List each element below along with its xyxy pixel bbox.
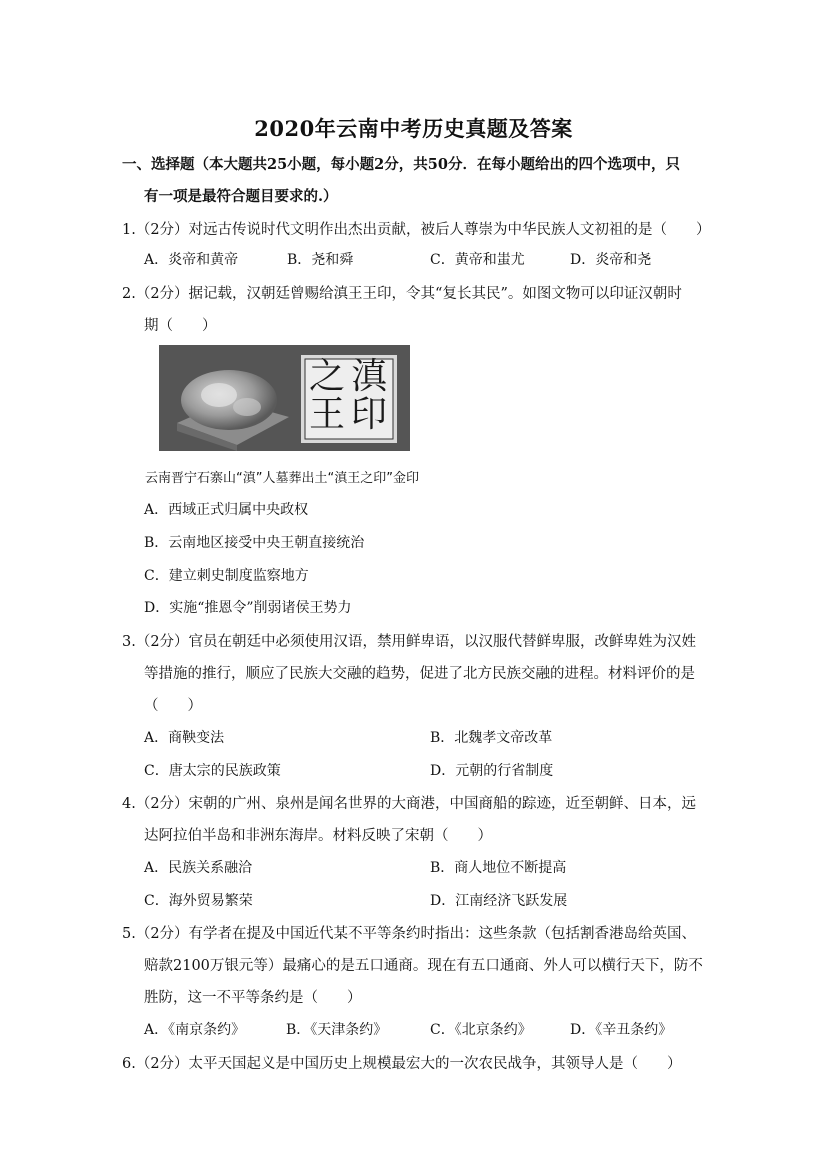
question-5-option-d: D．《辛丑条约》 <box>570 1022 673 1038</box>
question-5-stem-line-3: 胜防，这一不平等条约是（ ） <box>144 990 362 1006</box>
question-5-stem-line-1: 5.（2分）有学者在提及中国近代某不平等条约时指出：这些条款（包括割香港岛给英国、 <box>122 926 697 942</box>
question-2-option-a: A．西域正式归属中央政权 <box>144 502 309 518</box>
question-2-option-b: B．云南地区接受中央王朝直接统治 <box>144 535 365 551</box>
section-heading-line-1: 一、选择题（本大题共25小题，每小题2分，共50分．在每小题给出的四个选项中，只 <box>122 156 680 173</box>
question-4-option-a: A．民族关系融洽 <box>144 860 253 876</box>
figure-caption: 云南晋宁石寨山“滇”人墓葬出土“滇王之印”金印 <box>145 471 419 486</box>
question-3-stem-line-2: 等措施的推行，顺应了民族大交融的趋势，促进了北方民族交融的进程。材料评价的是 <box>144 666 695 682</box>
question-2-option-d: D．实施“推恩令”削弱诸侯王势力 <box>144 600 352 616</box>
question-1-option-b: B．尧和舜 <box>287 252 354 268</box>
question-3-stem-line-3: （ ） <box>144 698 202 714</box>
question-5-option-b: B．《天津条约》 <box>286 1022 388 1038</box>
question-1-stem: 1.（2分）对远古传说时代文明作出杰出贡献，被后人尊崇为中华民族人文初祖的是（ ） <box>122 222 711 238</box>
question-2-stem-line-1: 2.（2分）据记载，汉朝廷曾赐给滇王王印，令其“复长其民”。如图文物可以印证汉朝时 <box>122 286 682 302</box>
question-3-option-b: B．北魏孝文帝改革 <box>430 730 553 746</box>
seal-char-wang: 王 <box>309 394 346 435</box>
question-3-stem-line-1: 3.（2分）官员在朝廷中必须使用汉语，禁用鲜卑语，以汉服代替鲜卑服，改鲜卑姓为汉姓 <box>122 634 697 650</box>
question-3-option-c: C．唐太宗的民族政策 <box>144 763 281 779</box>
question-4-stem-line-2: 达阿拉伯半岛和非洲东海岸。材料反映了宋朝（ ） <box>144 828 492 844</box>
question-4-stem-line-1: 4.（2分）宋朝的广州、泉州是闻名世界的大商港，中国商船的踪迹，近至朝鲜、日本，远 <box>122 796 697 812</box>
page-title: 2020年云南中考历史真题及答案 <box>254 116 573 141</box>
seal-char-yin: 印 <box>351 394 388 435</box>
seal-char-zhi: 之 <box>309 356 346 397</box>
question-1-option-a: A．炎帝和黄帝 <box>144 252 239 268</box>
question-5-option-c: C．《北京条约》 <box>430 1022 532 1038</box>
question-1-option-d: D．炎帝和尧 <box>570 252 652 268</box>
question-5-option-a: A．《南京条约》 <box>144 1022 246 1038</box>
question-4-option-c: C．海外贸易繁荣 <box>144 893 253 909</box>
question-2-stem-line-2: 期（ ） <box>144 318 217 334</box>
golden-seal-photo <box>159 345 410 451</box>
question-4-option-d: D．江南经济飞跃发展 <box>430 893 568 909</box>
question-6-stem: 6.（2分）太平天国起义是中国历史上规模最宏大的一次农民战争，其领导人是（ ） <box>122 1056 682 1072</box>
question-4-option-b: B．商人地位不断提高 <box>430 860 567 876</box>
question-3-option-d: D．元朝的行省制度 <box>430 763 554 779</box>
question-3-option-a: A．商鞅变法 <box>144 730 225 746</box>
seal-char-dian: 滇 <box>351 356 388 397</box>
question-2-option-c: C．建立刺史制度监察地方 <box>144 568 309 584</box>
question-1-option-c: C．黄帝和蚩尤 <box>430 252 525 268</box>
question-5-stem-line-2: 赔款2100万银元等）最痛心的是五口通商。现在有五口通商、外人可以横行天下，防不 <box>144 958 703 974</box>
section-heading-line-2: 有一项是最符合题目要求的.） <box>144 188 338 205</box>
